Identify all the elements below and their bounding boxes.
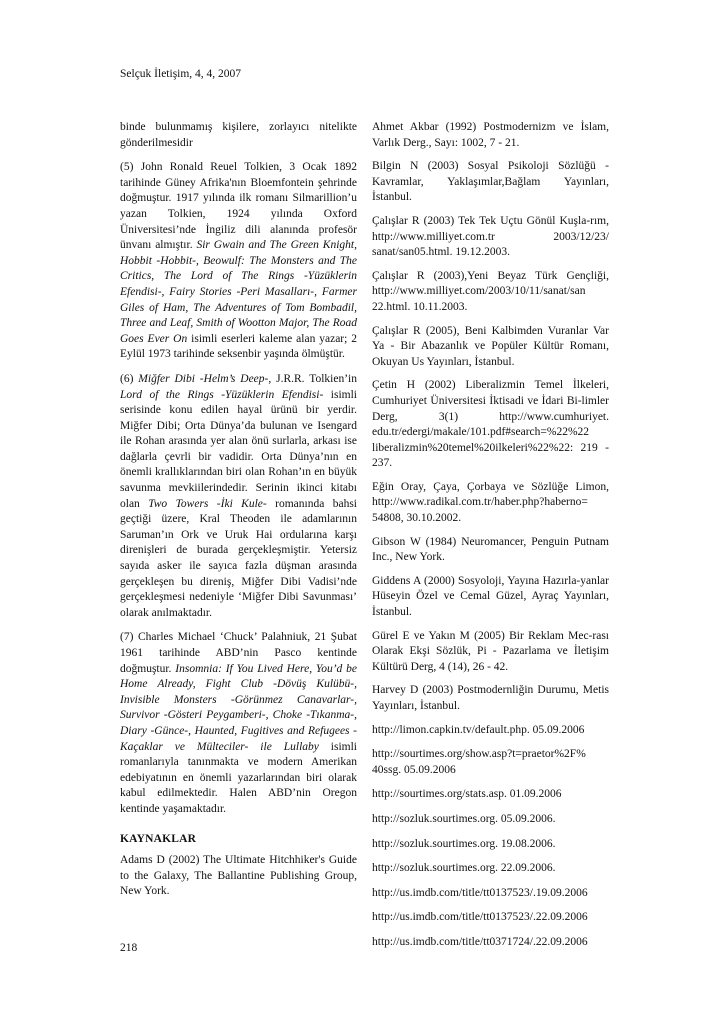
reference-item: Bilgin N (2003) Sosyal Psikoloji Sözlüğü - Kavramlar, Yaklaşımlar,Bağlam Yayınları, İstanbul. [372,160,609,204]
reference-url: http://sozluk.sourtimes.org. 05.09.2006. [372,812,556,825]
reference-item: Çalışlar R (2003),Yeni Beyaz Türk Gençliği, http://www.milliyet.com/2003/10/11/sanat/san 22.html. 10.11.2003. [372,269,609,313]
footnote-7: (7) Charles Michael ‘Chuck’ Palahniuk, 21 Şubat 1961 tarihinde ABD’nin Pasco kentinde doğmuştur. Insomnia: If You Lived Here, You’d be Home Already, Fight Club -Dövüş Kulübü-, Invisible Monsters -Görünmez Canavarlar-, Survivor -Gösteri Peygamberi-, Choke -Tıkanma-, Diary -Günce-, Haunted, Fugitives and Refugees -Kaçaklar ve Mülteciler- ile Lullaby isimli romanlarıyla tanınmakta ve modern Amerikan edebiyatının en önemli yazarlarından biri olarak kabul edilmektedir. Halen ABD’nin Oregon kentinde yaşamaktadır. [120,631,358,815]
reference-url: http://limon.capkin.tv/default.php. 05.09.2006 [372,723,585,736]
right-column [372,120,609,960]
reference-url: http://sourtimes.org/show.asp?t=praetor%2F% 40ssg. 05.09.2006 [372,748,586,776]
reference-item: Çalışlar R (2005), Beni Kalbimden Vuranlar Var Ya - Bir Abazanlık ve Popüler Kültür Romanı, Okuyan Us Yayınları, İstanbul. [372,324,609,368]
left-column [120,120,357,909]
running-head: Selçuk İletişim, 4, 4, 2007 [120,68,242,80]
footnote-5: (5) John Ronald Reuel Tolkien, 3 Ocak 1892 tarihinde Güney Afrika'nın Bloemfontein şehrinde doğmuştur. 1917 yılında ilk romanı Silmarillion’u yazan Tolkien, 1924 yılında Oxford Üniversitesi’nde İngiliz dili alanında profesör ünvanı almıştır. Sir Gwain and The Green Knight, Hobbit -Hobbit-, Beowulf: The Monsters and The Critics, The Lord of The Rings -Yüzüklerin Efendisi-, Fairy Stories -Peri Masalları-, Farmer Giles of Ham, The Adventures of Tom Bombadil, Three and Leaf, Smith of Wootton Major, The Road Goes Ever On isimli eserleri kaleme alan yazar; 2 Eylül 1973 tarihinde seksenbir yaşında ölmüştür. [120,161,358,361]
reference-url: http://us.imdb.com/title/tt0371724/.22.09.2006 [372,935,588,948]
reference-item: Çetin H (2002) Liberalizmin Temel İlkeleri, Cumhuriyet Üniversitesi İktisadi ve İdari Bi-limler Derg, 3(1) http://www.cumhuriyet. edu.tr/edergi/makale/101.pdf#search=%22%22 liberalizmin%20temel%20ilkeleri%22%22: 219 - 237. [372,379,609,470]
reference-item: Eğin Oray, Çaya, Çorbaya ve Sözlüğe Limon, http://www.radikal.com.tr/haber.php?haberno= 54808, 30.10.2002. [372,480,609,525]
footnote-6: (6) Miğfer Dibi -Helm’s Deep-, J.R.R. Tolkien’in Lord of the Rings -Yüzüklerin Efendisi- isimli serisinde konu edilen hayal ürünü bir yerdir. Miğfer Dibi; Orta Dünya’da bulunan ve Isengard ile Rohan arasında yer alan önü surlarla, arkası ise dağlarla çevrli bir vadidir. Orta Dünya’nın en önemli krallıklarından biri olan Rohan’ın en büyük savunma mevkiilerindedir. Serinin ikinci kitabı olan Two Towers -İki Kule- romanında bahsi geçtiği üzere, Kral Theoden ile adamlarının Saruman’ın Ork ve Uruk Hai ordularına karşı direnişleri de burada gerçekleşmiştir. Yetersiz sayıda asker ile sayıca fazla düşman arasında gerçekleşen bu direniş, Miğfer Dibi Vadisi’nde gerçekleşmesi nedeniyle ‘Miğfer Dibi Savunması’ olarak anılmaktadır. [120,372,358,619]
section-title-references: KAYNAKLAR [120,832,197,845]
reference-url: http://us.imdb.com/title/tt0137523/.22.09.2006 [372,911,588,924]
paragraph-continuation: binde bulunmamış kişilere, zorlayıcı nitelikte gönderilmesidir [120,121,357,149]
reference-item: Giddens A (2000) Sosyoloji, Yayına Hazırla-yanlar Hüseyin Özel ve Cemal Güzel, Ayraç Yayınları, İstanbul. [372,574,609,619]
reference-item: Gibson W (1984) Neuromancer, Penguin Putnam Inc., New York. [372,535,609,564]
page-number: 218 [120,942,138,954]
reference-url: http://sozluk.sourtimes.org. 19.08.2006. [372,837,556,850]
reference-item: Adams D (2002) The Ultimate Hitchhiker's Guide to the Galaxy, The Ballantine Publishing Group, New York. [120,854,357,898]
reference-item: Çalışlar R (2003) Tek Tek Uçtu Gönül Kuşla-rım, http://www.milliyet.com.tr 2003/12/23/ sanat/san05.html. 19.12.2003. [372,214,609,259]
reference-url: http://sozluk.sourtimes.org. 22.09.2006. [372,862,556,875]
reference-item: Ahmet Akbar (1992) Postmodernizm ve İslam, Varlık Derg., Sayı: 1002, 7 - 21. [372,121,609,149]
reference-url: http://sourtimes.org/stats.asp. 01.09.2006 [372,788,562,801]
reference-item: Harvey D (2003) Postmodernliğin Durumu, Metis Yayınları, İstanbul. [372,684,609,712]
reference-item: Gürel E ve Yakın M (2005) Bir Reklam Mec-rası Olarak Ekşi Sözlük, Pi - Pazarlama ve İletişim Kültürü Derg, 4 (14), 26 - 42. [372,629,609,673]
reference-url: http://us.imdb.com/title/tt0137523/.19.09.2006 [372,886,588,899]
